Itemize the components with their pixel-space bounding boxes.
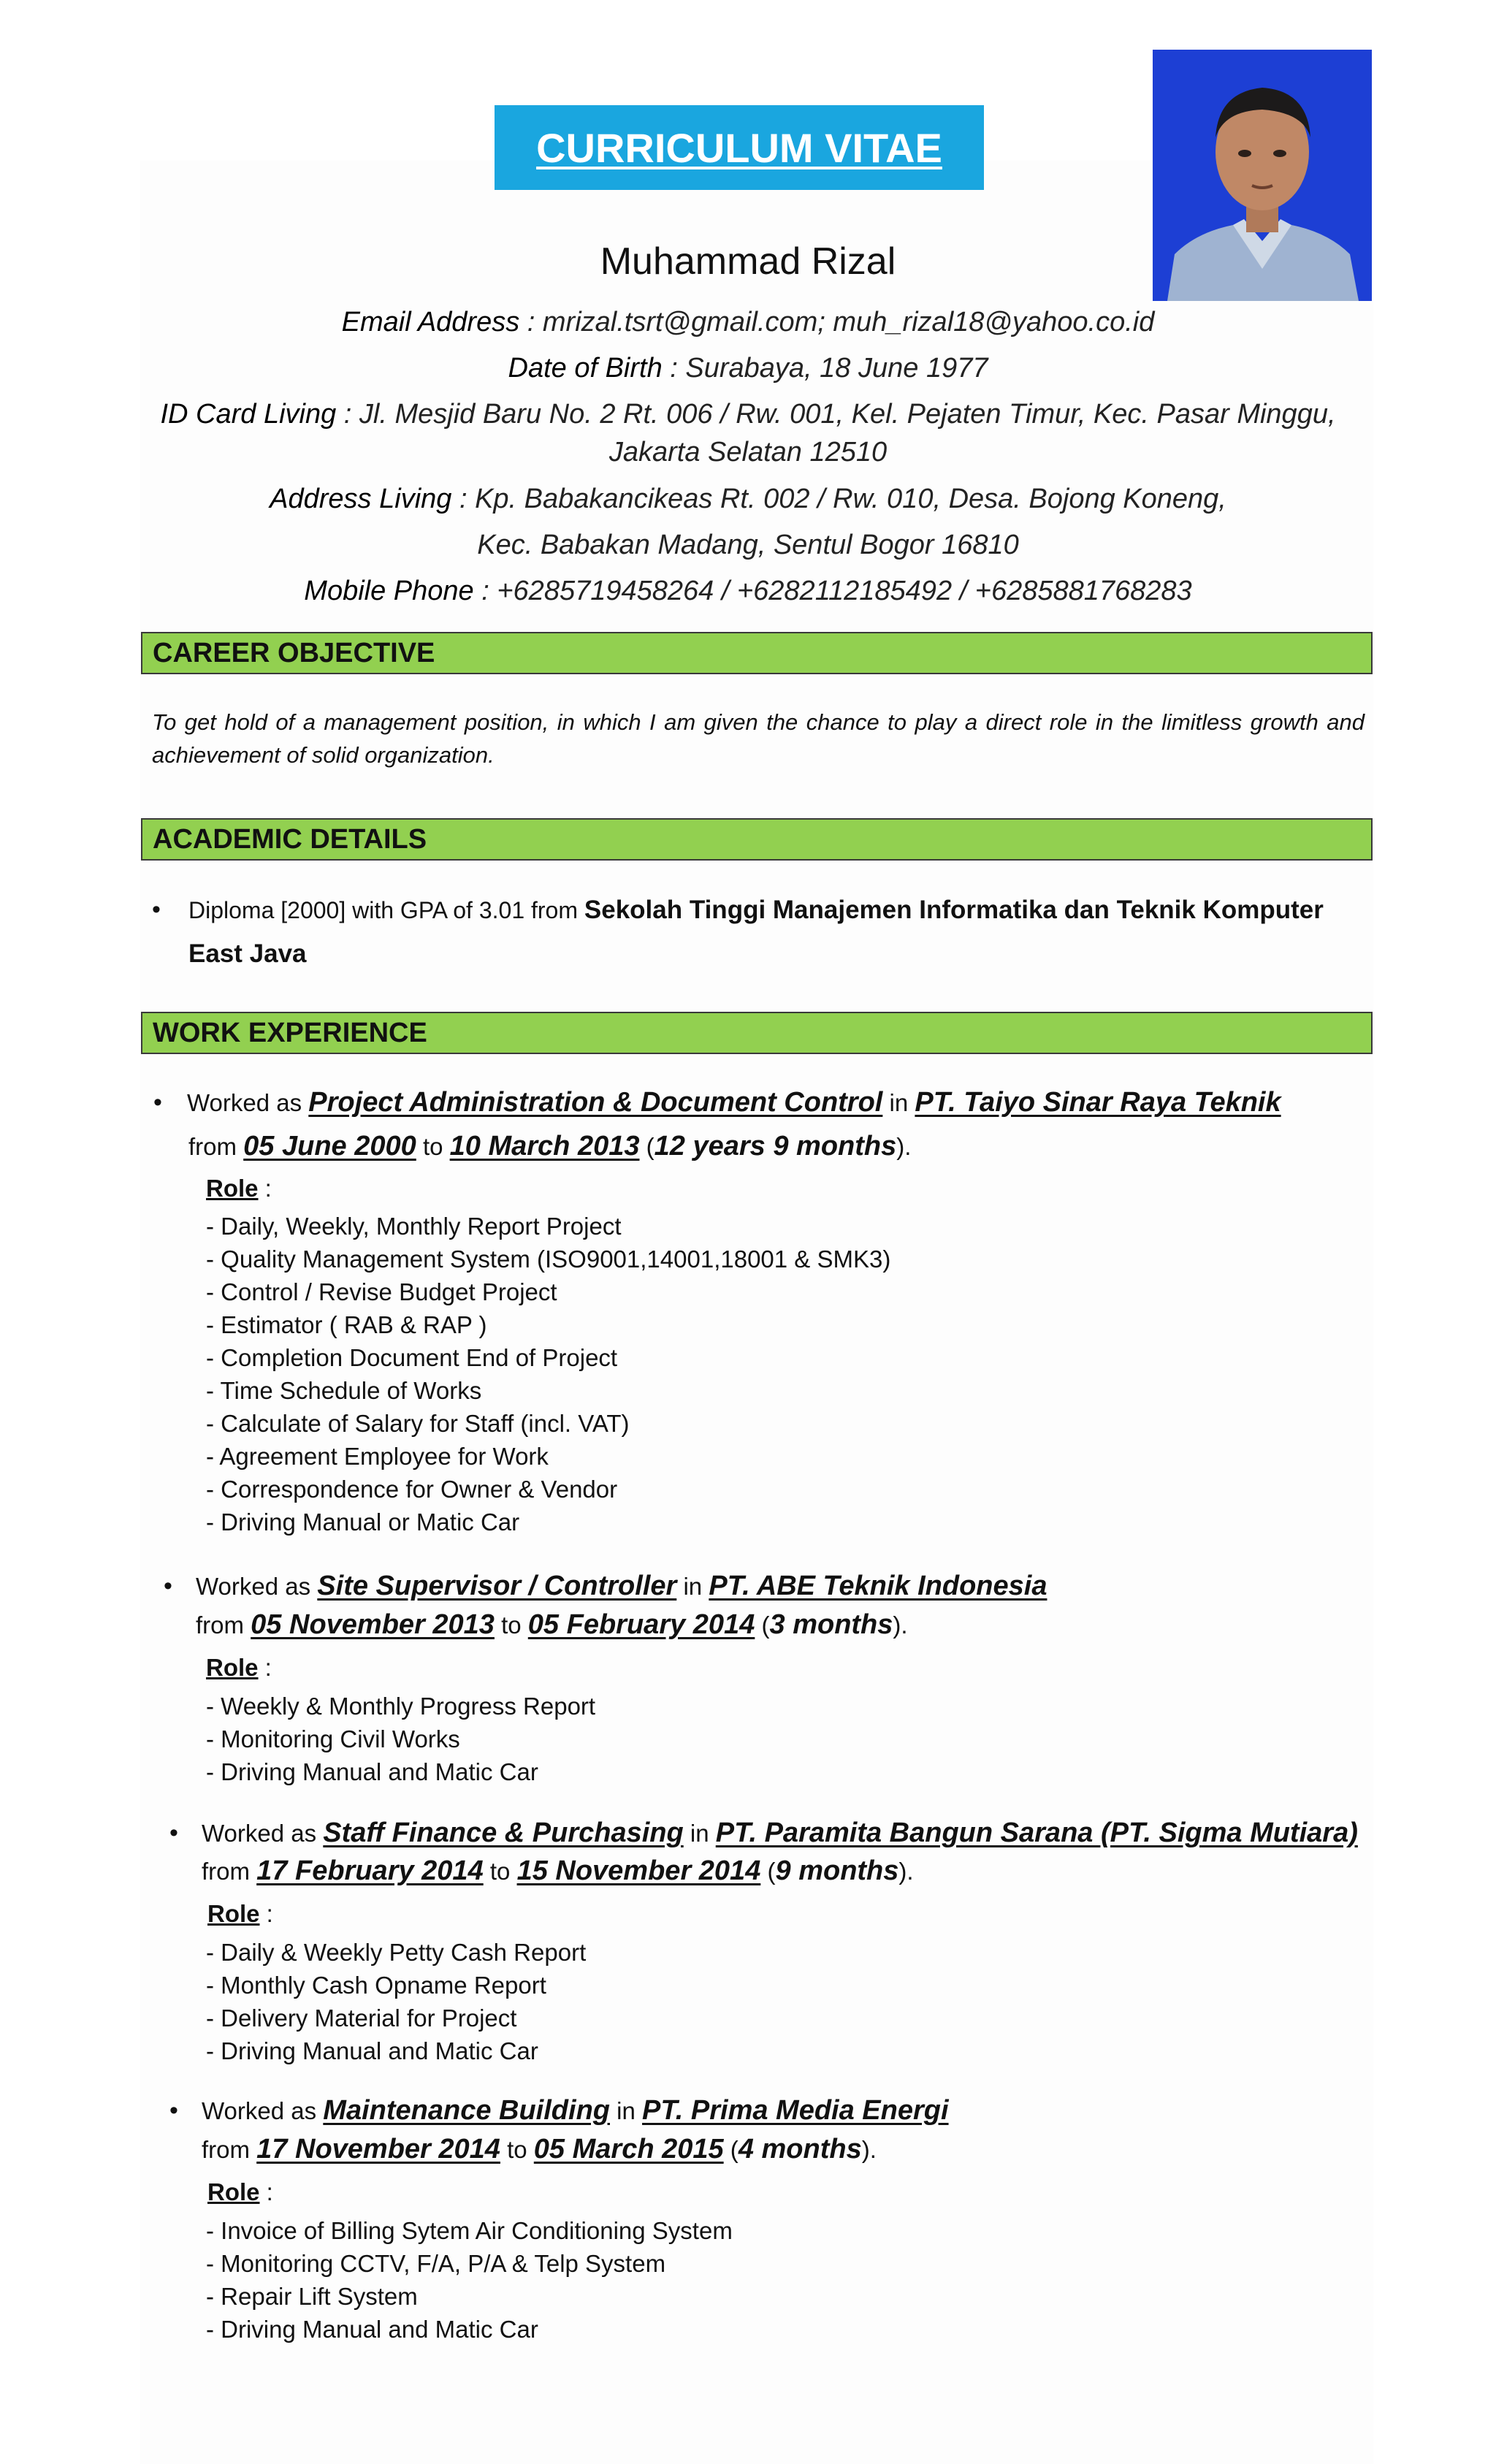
- worked-as-label: Worked as: [196, 1573, 318, 1600]
- to-label: to: [416, 1133, 450, 1160]
- to-label: to: [483, 1858, 517, 1885]
- email-label: Email Address: [341, 307, 520, 337]
- role-item: - Time Schedule of Works: [206, 1377, 482, 1404]
- dob-label: Date of Birth: [508, 353, 663, 384]
- job-2-period-line: [196, 1609, 908, 1641]
- address-line-2: [0, 530, 1496, 561]
- job-3-title-line: [202, 1818, 1358, 1849]
- job-1-start: 05 June 2000: [243, 1131, 416, 1162]
- job-4-start: 17 November 2014: [256, 2134, 500, 2164]
- career-objective-heading: CAREER OBJECTIVE: [141, 632, 1373, 674]
- job-4-duration: 4 months: [738, 2134, 862, 2164]
- idcard-line-2: [0, 437, 1496, 468]
- role-item: - Quality Management System (ISO9001,14001,18001 & SMK3): [206, 1246, 891, 1273]
- close-paren: ).: [861, 2136, 877, 2163]
- idcard-value-2: Jakarta Selatan 12510: [608, 437, 888, 468]
- dob-line: [0, 353, 1496, 384]
- role-colon: :: [258, 1654, 272, 1681]
- close-paren: ).: [893, 1611, 908, 1639]
- role-colon: :: [259, 2178, 273, 2205]
- mobile-label: Mobile Phone: [304, 576, 474, 606]
- close-paren: ).: [896, 1133, 912, 1160]
- academic-line: [188, 896, 1324, 925]
- role-item: - Weekly & Monthly Progress Report: [206, 1693, 596, 1720]
- role-item: - Driving Manual and Matic Car: [206, 1758, 538, 1785]
- email-line: [0, 307, 1496, 338]
- job-4-company: PT. Prima Media Energi: [642, 2095, 949, 2126]
- career-objective-text: To get hold of a management position, in which I am given the chance to play a direct role in the limitless growth and achievement of solid organization.: [152, 709, 1365, 768]
- idcard-line: [0, 399, 1496, 430]
- bullet-icon: •: [169, 2097, 178, 2124]
- job-2-end: 05 February 2014: [527, 1609, 755, 1640]
- dob-value: : Surabaya, 18 June 1977: [662, 353, 988, 384]
- job-1-end: 10 March 2013: [449, 1131, 640, 1162]
- address-value: : Kp. Babakancikeas Rt. 002 / Rw. 010, Desa. Bojong Koneng,: [451, 484, 1226, 514]
- worked-as-label: Worked as: [202, 2097, 324, 2124]
- role-item: - Correspondence for Owner & Vendor: [206, 1476, 618, 1503]
- role-label: Role: [207, 2178, 260, 2205]
- open-paren: (: [723, 2136, 739, 2163]
- bullet-icon: •: [169, 1819, 178, 1847]
- role-item: - Driving Manual or Matic Car: [206, 1508, 520, 1536]
- in-label: in: [610, 2097, 643, 2124]
- role-item: - Daily & Weekly Petty Cash Report: [206, 1939, 587, 1966]
- bullet-icon: •: [164, 1572, 172, 1600]
- in-label: in: [683, 1820, 716, 1847]
- from-label: from: [196, 1611, 251, 1639]
- role-item: - Repair Lift System: [206, 2283, 418, 2310]
- role-item: - Calculate of Salary for Staff (incl. VAT): [206, 1410, 630, 1437]
- bullet-icon: •: [152, 896, 161, 923]
- worked-as-label: Worked as: [187, 1089, 309, 1116]
- from-label: from: [202, 2136, 257, 2163]
- role-item: - Agreement Employee for Work: [206, 1443, 549, 1470]
- in-label: in: [676, 1573, 709, 1600]
- address-label: Address Living: [270, 484, 452, 514]
- job-3-roles: [206, 1936, 586, 2067]
- job-4-title-line: [202, 2095, 949, 2127]
- role-item: - Estimator ( RAB & RAP ): [206, 1311, 487, 1338]
- job-1-period-line: [188, 1131, 911, 1162]
- role-item: - Monthly Cash Opname Report: [206, 1972, 546, 1999]
- open-paren: (: [639, 1133, 654, 1160]
- idcard-label: ID Card Living: [160, 399, 337, 430]
- job-3-role-heading: [207, 1900, 273, 1928]
- open-paren: (: [760, 1858, 776, 1885]
- job-3-duration: 9 months: [775, 1855, 899, 1886]
- role-item: - Daily, Weekly, Monthly Report Project: [206, 1213, 622, 1240]
- role-label: Role: [207, 1900, 260, 1927]
- job-2-role-heading: [206, 1654, 272, 1682]
- mobile-value: : +6285719458264 / +6282112185492 / +6285881768283: [473, 576, 1192, 606]
- job-2-roles: [206, 1690, 595, 1788]
- academic-school-2: East Java: [188, 939, 307, 968]
- job-4-end: 05 March 2015: [533, 2134, 724, 2164]
- cv-title: CURRICULUM VITAE: [536, 124, 942, 171]
- mobile-line: [0, 576, 1496, 607]
- role-item: - Invoice of Billing Sytem Air Conditioning System: [206, 2217, 733, 2244]
- job-2-title-line: [196, 1571, 1047, 1602]
- job-1-position: Project Administration & Document Control: [308, 1087, 883, 1118]
- role-label: Role: [206, 1654, 259, 1681]
- job-3-period-line: [202, 1855, 914, 1887]
- candidate-name: Muhammad Rizal: [600, 240, 896, 283]
- role-item: - Monitoring Civil Works: [206, 1725, 460, 1752]
- role-item: - Driving Manual and Matic Car: [206, 2316, 538, 2343]
- academic-details-heading: ACADEMIC DETAILS: [141, 818, 1373, 861]
- job-1-company: PT. Taiyo Sinar Raya Teknik: [915, 1087, 1281, 1118]
- bullet-icon: •: [153, 1088, 162, 1116]
- from-label: from: [188, 1133, 244, 1160]
- job-3-end: 15 November 2014: [516, 1855, 761, 1886]
- job-4-position: Maintenance Building: [323, 2095, 610, 2126]
- address-value-2: Kec. Babakan Madang, Sentul Bogor 16810: [477, 530, 1019, 560]
- worked-as-label: Worked as: [202, 1820, 324, 1847]
- close-paren: ).: [898, 1858, 914, 1885]
- in-label: in: [882, 1089, 915, 1116]
- job-1-title-line: [187, 1087, 1281, 1118]
- job-1-duration: 12 years 9 months: [654, 1131, 897, 1162]
- idcard-value: : Jl. Mesjid Baru No. 2 Rt. 006 / Rw. 001, Kel. Pejaten Timur, Kec. Pasar Minggu,: [336, 399, 1336, 430]
- to-label: to: [494, 1611, 528, 1639]
- role-item: - Monitoring CCTV, F/A, P/A & Telp System: [206, 2250, 666, 2277]
- role-item: - Delivery Material for Project: [206, 2005, 517, 2032]
- role-item: - Completion Document End of Project: [206, 1344, 618, 1371]
- role-label: Role: [206, 1175, 259, 1202]
- job-2-company: PT. ABE Teknik Indonesia: [709, 1571, 1047, 1601]
- job-2-position: Site Supervisor / Controller: [317, 1571, 677, 1601]
- job-3-company: PT. Paramita Bangun Sarana (PT. Sigma Mutiara): [715, 1818, 1358, 1848]
- role-item: - Driving Manual and Matic Car: [206, 2037, 538, 2064]
- from-label: from: [202, 1858, 257, 1885]
- job-4-role-heading: [207, 2178, 273, 2206]
- academic-school: Sekolah Tinggi Manajemen Informatika dan Teknik Komputer: [584, 896, 1324, 924]
- job-2-start: 05 November 2013: [251, 1609, 495, 1640]
- academic-prefix: Diploma [2000] with GPA of 3.01 from: [188, 897, 584, 923]
- job-3-position: Staff Finance & Purchasing: [323, 1818, 684, 1848]
- job-1-roles: [206, 1210, 890, 1538]
- role-item: - Control / Revise Budget Project: [206, 1278, 557, 1305]
- role-colon: :: [258, 1175, 272, 1202]
- role-colon: :: [259, 1900, 273, 1927]
- job-3-start: 17 February 2014: [256, 1855, 484, 1886]
- address-line: [0, 484, 1496, 515]
- job-4-roles: [206, 2214, 733, 2346]
- job-4-period-line: [202, 2134, 877, 2165]
- cv-title-banner: [495, 105, 984, 190]
- job-1-role-heading: [206, 1175, 272, 1202]
- open-paren: (: [755, 1611, 770, 1639]
- to-label: to: [500, 2136, 534, 2163]
- job-2-duration: 3 months: [769, 1609, 893, 1640]
- work-experience-heading: WORK EXPERIENCE: [141, 1012, 1373, 1054]
- email-value: : mrizal.tsrt@gmail.com; muh_rizal18@yahoo.co.id: [519, 307, 1155, 337]
